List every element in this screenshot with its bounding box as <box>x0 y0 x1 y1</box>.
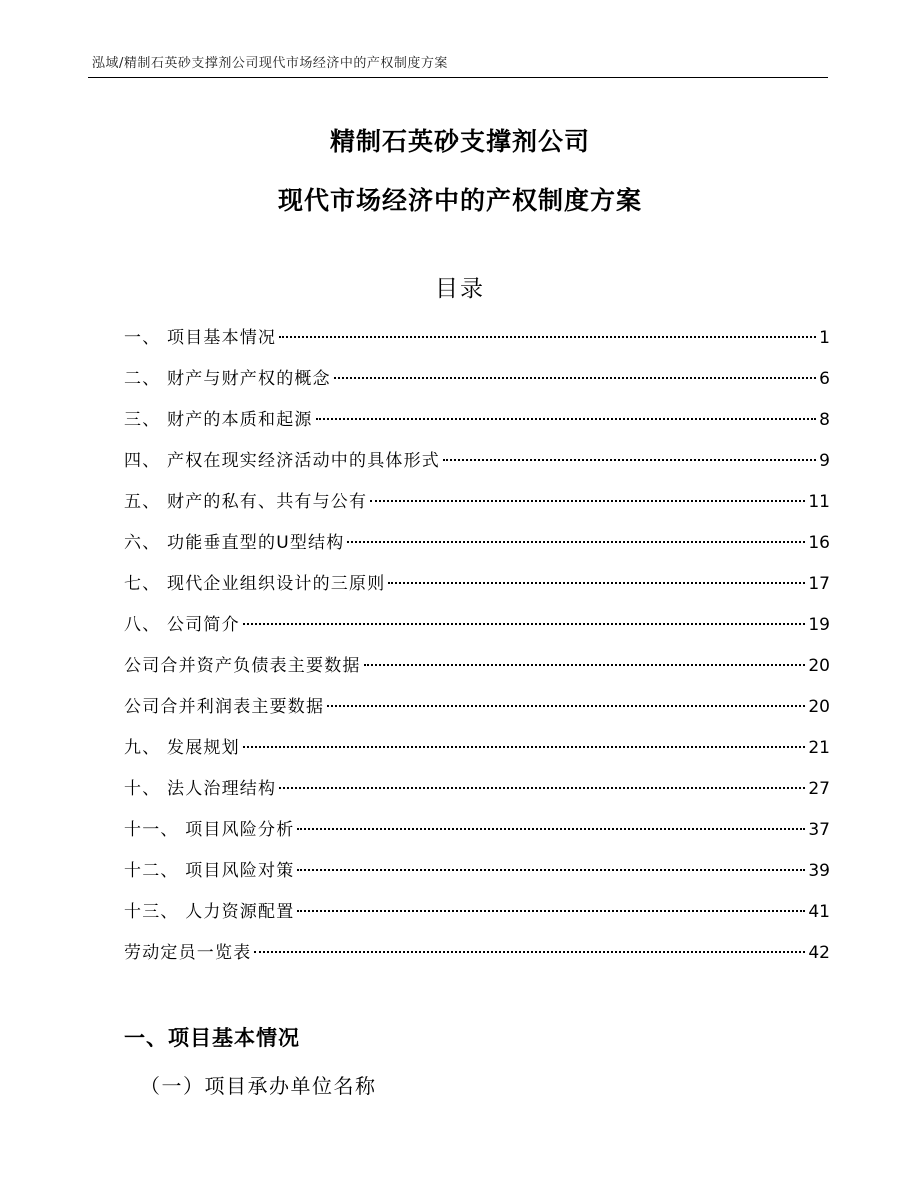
toc-dot-leader <box>297 869 805 871</box>
toc-dot-leader <box>443 459 816 461</box>
table-of-contents <box>124 325 830 981</box>
toc-dot-leader <box>316 418 817 420</box>
toc-entry[interactable] <box>124 530 830 571</box>
document-title-line-1: 精制石英砂支撑剂公司 <box>329 127 590 156</box>
toc-entry-text: 三、 财产的本质和起源 <box>124 410 313 430</box>
toc-dot-leader <box>370 500 805 502</box>
toc-entry[interactable] <box>124 776 830 817</box>
toc-entry-page: 16 <box>808 533 830 553</box>
subsection-heading: （一）项目承办单位名称 <box>140 1074 377 1098</box>
toc-entry[interactable] <box>124 448 830 489</box>
toc-entry[interactable] <box>124 899 830 940</box>
toc-entry-text: 五、 财产的私有、共有与公有 <box>124 492 368 512</box>
toc-entry-text: 公司合并资产负债表主要数据 <box>124 656 361 676</box>
toc-entry-page: 39 <box>808 861 830 881</box>
toc-entry-page: 27 <box>808 779 830 799</box>
toc-entry-text: 劳动定员一览表 <box>124 943 252 963</box>
toc-entry[interactable] <box>124 653 830 694</box>
toc-dot-leader <box>243 746 806 748</box>
toc-entry[interactable] <box>124 571 830 612</box>
toc-entry-text: 一、 项目基本情况 <box>124 328 277 348</box>
toc-entry[interactable] <box>124 612 830 653</box>
toc-entry-text: 六、 功能垂直型的U型结构 <box>124 533 345 553</box>
toc-entry-page: 19 <box>808 615 830 635</box>
toc-entry-text: 十三、 人力资源配置 <box>124 902 295 922</box>
toc-entry[interactable] <box>124 735 830 776</box>
toc-entry-page: 8 <box>819 410 830 430</box>
toc-entry-page: 41 <box>808 902 830 922</box>
toc-entry-text: 公司合并利润表主要数据 <box>124 697 325 717</box>
toc-entry[interactable] <box>124 407 830 448</box>
toc-entry-text: 十一、 项目风险分析 <box>124 820 295 840</box>
toc-entry-page: 21 <box>808 738 830 758</box>
toc-dot-leader <box>254 951 805 953</box>
toc-entry-text: 二、 财产与财产权的概念 <box>124 369 331 389</box>
toc-entry[interactable] <box>124 694 830 735</box>
toc-dot-leader <box>243 623 806 625</box>
toc-entry-page: 20 <box>808 697 830 717</box>
document-title-line-2: 现代市场经济中的产权制度方案 <box>277 186 642 215</box>
section-heading: 一、项目基本情况 <box>124 1026 300 1050</box>
running-header: 泓域/精制石英砂支撑剂公司现代市场经济中的产权制度方案 <box>92 56 448 71</box>
toc-entry-text: 四、 产权在现实经济活动中的具体形式 <box>124 451 441 471</box>
toc-dot-leader <box>388 582 805 584</box>
toc-entry[interactable] <box>124 940 830 981</box>
toc-entry[interactable] <box>124 817 830 858</box>
toc-dot-leader <box>347 541 805 543</box>
toc-dot-leader <box>297 910 805 912</box>
toc-dot-leader <box>279 787 805 789</box>
toc-heading: 目录 <box>435 276 485 302</box>
toc-dot-leader <box>364 664 806 666</box>
toc-entry-page: 9 <box>819 451 830 471</box>
toc-entry[interactable] <box>124 489 830 530</box>
toc-dot-leader <box>334 377 816 379</box>
toc-entry-page: 11 <box>808 492 830 512</box>
toc-entry-text: 八、 公司简介 <box>124 615 240 635</box>
toc-entry-page: 6 <box>819 369 830 389</box>
toc-entry-text: 十二、 项目风险对策 <box>124 861 295 881</box>
toc-entry-text: 七、 现代企业组织设计的三原则 <box>124 574 386 594</box>
toc-entry[interactable] <box>124 325 830 366</box>
toc-entry-page: 37 <box>808 820 830 840</box>
toc-entry-text: 九、 发展规划 <box>124 738 240 758</box>
toc-entry-text: 十、 法人治理结构 <box>124 779 277 799</box>
header-divider <box>88 77 828 78</box>
toc-dot-leader <box>297 828 805 830</box>
toc-entry[interactable] <box>124 858 830 899</box>
toc-entry-page: 1 <box>819 328 830 348</box>
toc-dot-leader <box>327 705 805 707</box>
toc-entry-page: 17 <box>808 574 830 594</box>
toc-entry-page: 42 <box>808 943 830 963</box>
toc-entry-page: 20 <box>808 656 830 676</box>
toc-entry[interactable] <box>124 366 830 407</box>
toc-dot-leader <box>279 336 816 338</box>
